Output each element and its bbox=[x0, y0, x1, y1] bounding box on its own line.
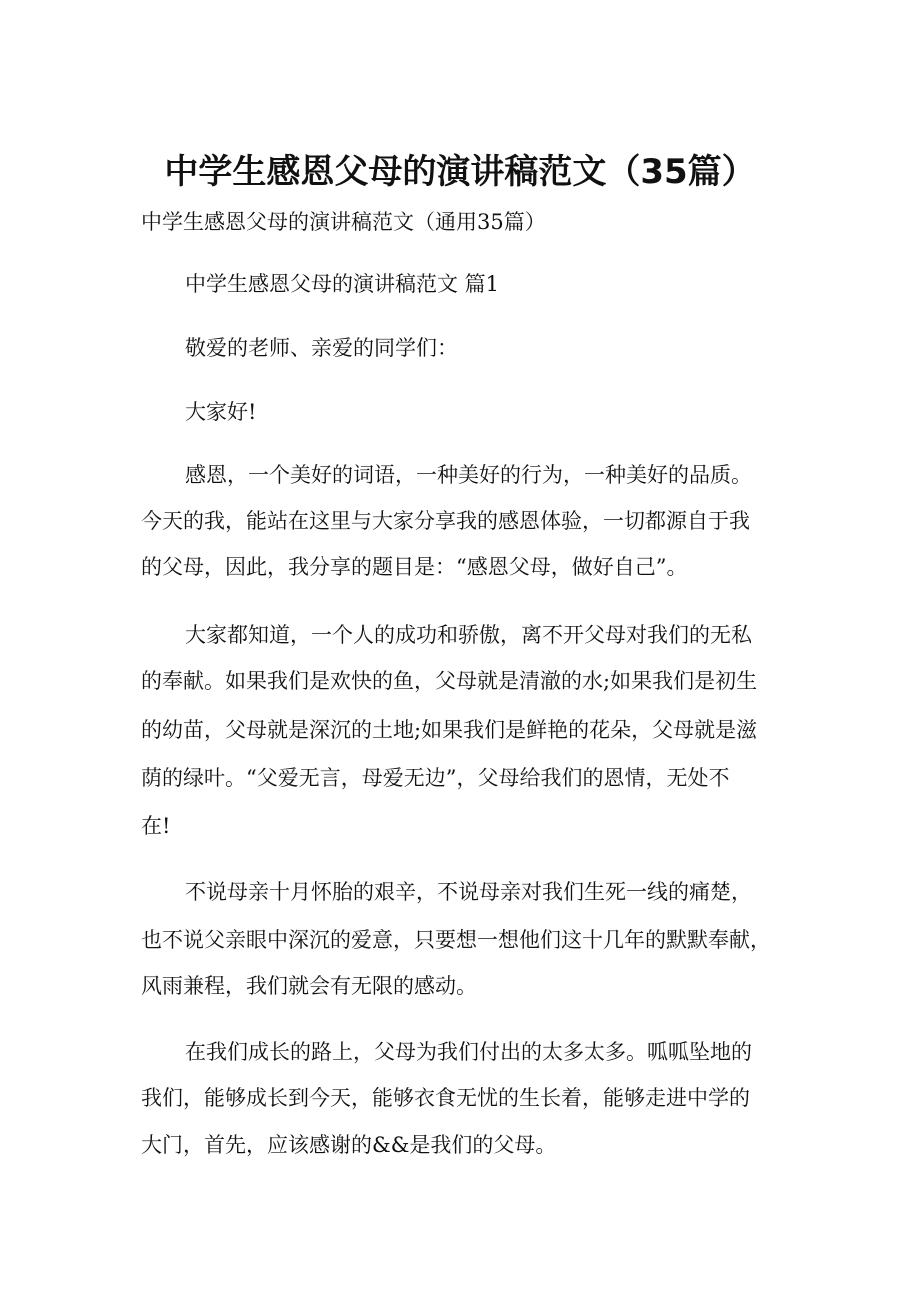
document-subtitle: 中学生感恩父母的演讲稿范文（通用35篇） bbox=[141, 210, 546, 234]
paragraph-line: 的幼苗，父母就是深沉的土地;如果我们是鲜艳的花朵，父母就是滋 bbox=[141, 718, 758, 742]
paragraph-line: 的奉献。如果我们是欢快的鱼，父母就是清澈的水;如果我们是初生 bbox=[141, 669, 758, 693]
document-title: 中学生感恩父母的演讲稿范文（35篇） bbox=[164, 152, 756, 192]
paragraph-line: 我们，能够成长到今天，能够衣食无忧的生长着，能够走进中学的 bbox=[141, 1086, 750, 1110]
salutation: 敬爱的老师、亲爱的同学们： bbox=[185, 336, 458, 360]
greeting: 大家好! bbox=[185, 400, 257, 424]
paragraph-line: 大家都知道，一个人的成功和骄傲，离不开父母对我们的无私 bbox=[185, 623, 752, 647]
section-heading: 中学生感恩父母的演讲稿范文 篇1 bbox=[185, 272, 500, 296]
paragraph-line: 在! bbox=[141, 814, 171, 838]
paragraph-line: 在我们成长的路上，父母为我们付出的太多太多。呱呱坠地的 bbox=[185, 1040, 752, 1064]
paragraph-line: 的父母，因此，我分享的题目是：“感恩父母，做好自己”。 bbox=[141, 555, 688, 579]
paragraph-line: 荫的绿叶。“父爱无言，母爱无边”，父母给我们的恩情，无处不 bbox=[141, 766, 730, 790]
paragraph-line: 风雨兼程，我们就会有无限的感动。 bbox=[141, 974, 477, 998]
paragraph-line: 感恩，一个美好的词语，一种美好的行为，一种美好的品质。 bbox=[185, 463, 752, 487]
paragraph-line: 今天的我，能站在这里与大家分享我的感恩体验，一切都源自于我 bbox=[141, 509, 750, 533]
paragraph-line: 大门，首先，应该感谢的&&是我们的父母。 bbox=[141, 1133, 557, 1157]
paragraph-line: 不说母亲十月怀胎的艰辛，不说母亲对我们生死一线的痛楚， bbox=[185, 880, 752, 904]
paragraph-line: 也不说父亲眼中深沉的爱意，只要想一想他们这十几年的默默奉献， bbox=[141, 928, 771, 952]
